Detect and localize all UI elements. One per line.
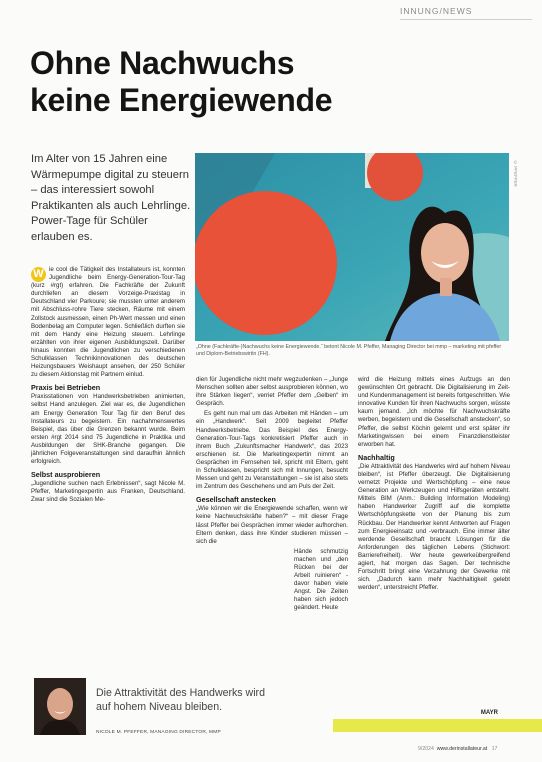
column-2 xyxy=(196,376,348,615)
photo-caption: „Ohne (Fachkräfte-)Nachwuchs keine Energiewende.“ betont Nicole M. Pfeffer, Managing Director bei mmp – marketing mit pfeffer und Diplom-Betriebswirtin (FH). xyxy=(196,344,502,358)
article-lead: Im Alter von 15 Jahren eine Wärmepumpe digital zu steuern – das interessiert sowohl Praktikanten als auch Lehrlinge. Power-Tage für Schüler erlauben es. xyxy=(31,153,191,243)
author-byline: MAYR xyxy=(480,710,498,716)
paragraph: Praxisstationen von Handwerksbetrieben animierten, selbst Hand anzulegen. Ziel war es, die Jugendlichen am Energy Generation Tour Tag für den Beruf des Installateurs zu begeistern. Ein nachahmenswertes Beispiel, das über die Grenzen bekannt wurde. Beim ersten #rgt 2014 sind 75 Jugendliche in Praktika und Ausbildungen der SHK-Branche gegangen. Die jährlichen Folgeveranstaltungen sind daraufhin ähnlich erfolgreich. xyxy=(31,393,185,466)
portrait-photo xyxy=(34,678,86,735)
column-3 xyxy=(358,376,510,594)
subheading-gesellschaft: Gesellschaft anstecken xyxy=(196,495,276,505)
subheading-nachhaltig: Nachhaltig xyxy=(358,452,395,462)
column-1 xyxy=(31,266,185,506)
paragraph: Es geht nun mal um das Arbeiten mit Händen – um ein „Handwerk“. Seit 2009 begleitet Pfeffer Handwerksbetriebe. Das Beispiel des Energy-Generation-Tour-Tags konkretisiert Pfeffer auch in ihrem Buch „Zukunftsmacher Handwerk“, das 2023 erschienen ist. Die Marketingexpertin nimmt an Gesprächen im Fernsehen teil, spricht mit Eltern, geht in Schulklassen, bespricht sich mit Innungen, besucht Messen und geht zu Veranstaltungen – sie ist also stets im Zentrum des Geschehens und am Puls der Zeit. xyxy=(196,410,348,491)
portrait-illustration xyxy=(34,678,86,735)
article-photo xyxy=(195,153,509,341)
accent-bar xyxy=(333,719,542,732)
title-line-1: Ohne Nachwuchs xyxy=(30,45,295,81)
photo-credit: © PFEFFER xyxy=(513,160,518,187)
paragraph: Hände schmutzig machen und „den Rücken bei der Arbeit ruinieren“ -davor haben viele Angst. Die Zeiten haben sich jedoch geändert. Heute xyxy=(294,547,348,612)
paragraph: dien für Jugendliche nicht mehr wegzudenken – „Junge Menschen sollten aber selbst ausprobieren können, wo ihre Stärken liegen“, verriet Pfeffer dem „Gelben“ im Gespräch. xyxy=(196,376,348,408)
paragraph: „Wie können wir die Energiewende schaffen, wenn wir keine Nachwuchskräfte haben?“ – mit dieser Frage lässt Pfeffer bei Gesprächen immer wieder aufhorchen. Eltern denken, dass ihre Kinder studieren müssen – sich die xyxy=(196,505,348,545)
section-tag: INNUNG/NEWS xyxy=(400,6,473,16)
photo-illustration xyxy=(195,153,509,341)
issue-number: 9/2024 xyxy=(418,746,434,752)
page-footer xyxy=(418,746,497,752)
dropcap: W xyxy=(31,267,46,282)
subheading-praxis: Praxis bei Betrieben xyxy=(31,383,101,393)
pull-quote-attribution: NICOLE M. PFEFFER, MANAGING DIRECTOR, MMP xyxy=(96,730,221,735)
subheading-selbst: Selbst ausprobieren xyxy=(31,470,101,480)
header-rule xyxy=(400,19,532,20)
paragraph: „Jugendliche suchen nach Erlebnissen“, sagt Nicole M. Pfeffer, Marketingexpertin aus Franken, Deutschland. Zwar sind die Sozialen Me- xyxy=(31,480,185,504)
intro-paragraph: ie cool die Tätigkeit des Installateurs ist, konnten Jugendliche beim Energy-Generation-Tour-Tag (kurz #rgt) erfahren. Die Fachkräfte der Zukunft durchliefen an diesem Vorzeige-Praxistag in Deutschland vier Parkoure; sie mussten unter anderem mit Abschluss-rohre Tiere stecken, Räume mit einem Zollstock ausmessen, einen Ph-Wert messen und einen Bodenbelag am Computer legen. Schließlich durften sie mit dem Handy eine Heizung steuern. Lehrlinge erzählten von ihrer eigenen Ausbildungszeit. Darüber hinaus konnten die Jugendlichen zu verschiedenen Schulklassen Technikinnovationen des deutschen Heizungsbauers Weishaupt ansehen, der 250 Schüler zu diesem Aktionstag mit Partnern einlud. xyxy=(31,266,185,379)
paragraph: „Die Attraktivität des Handwerks wird auf hohem Niveau bleiben“, ist Pfeffer überzeugt. Die Digitalisierung vernetzt Projekte und Wertschöpfung – eine neue Generation an Werkzeugen und Hilfsgeräten entsteht. Mittels BIM (Anm.: Building Information Modeling) haben Handwerker Zugriff auf die komplette Wertschöpfungskette von der Planung bis zum Rückbau. Der Handwerker kennt Antworten auf Fragen zum Energieeinsatz und -verbrauch. Eine immer älter werdende Gesellschaft braucht Lösungen für die Anforderungen des täglichen Lebens (Stichwort: Barrierefreiheit). Wer heute gewerkeübergreifend agiert, hat morgen das Sagen. Der technische Fortschritt bringt eine Verzahnung der Gewerke mit sich. „Dadurch kann mehr Nachhaltigkeit gelebt werden“, unterstreicht Pfeffer. xyxy=(358,462,510,592)
title-line-2: keine Energiewende xyxy=(30,82,333,118)
website: www.derinstallateur.at xyxy=(436,746,488,752)
paragraph: wird die Heizung mittels eines Aufzugs an den gewünschten Ort gebracht. Die Digitalisierung im Zeit- und Kundenmanagement ist bereits fortgeschritten. Wie innovative Kunden für ihren Nachwuchs sorgen, wüsste kaum jemand. „Ich möchte für Nachwuchskräfte werben, begeistern und die Gesellschaft anstecken“, so Pfeffer, die selbst Köchin gelernt und erst später ihr Marketingwissen bei einem Finanzdienstleister erworben hat. xyxy=(358,376,510,448)
pull-quote: Die Attraktivität des Handwerks wird auf hohem Niveau bleiben. xyxy=(96,687,265,714)
article-title xyxy=(30,45,500,119)
page-number: 17 xyxy=(491,746,498,752)
